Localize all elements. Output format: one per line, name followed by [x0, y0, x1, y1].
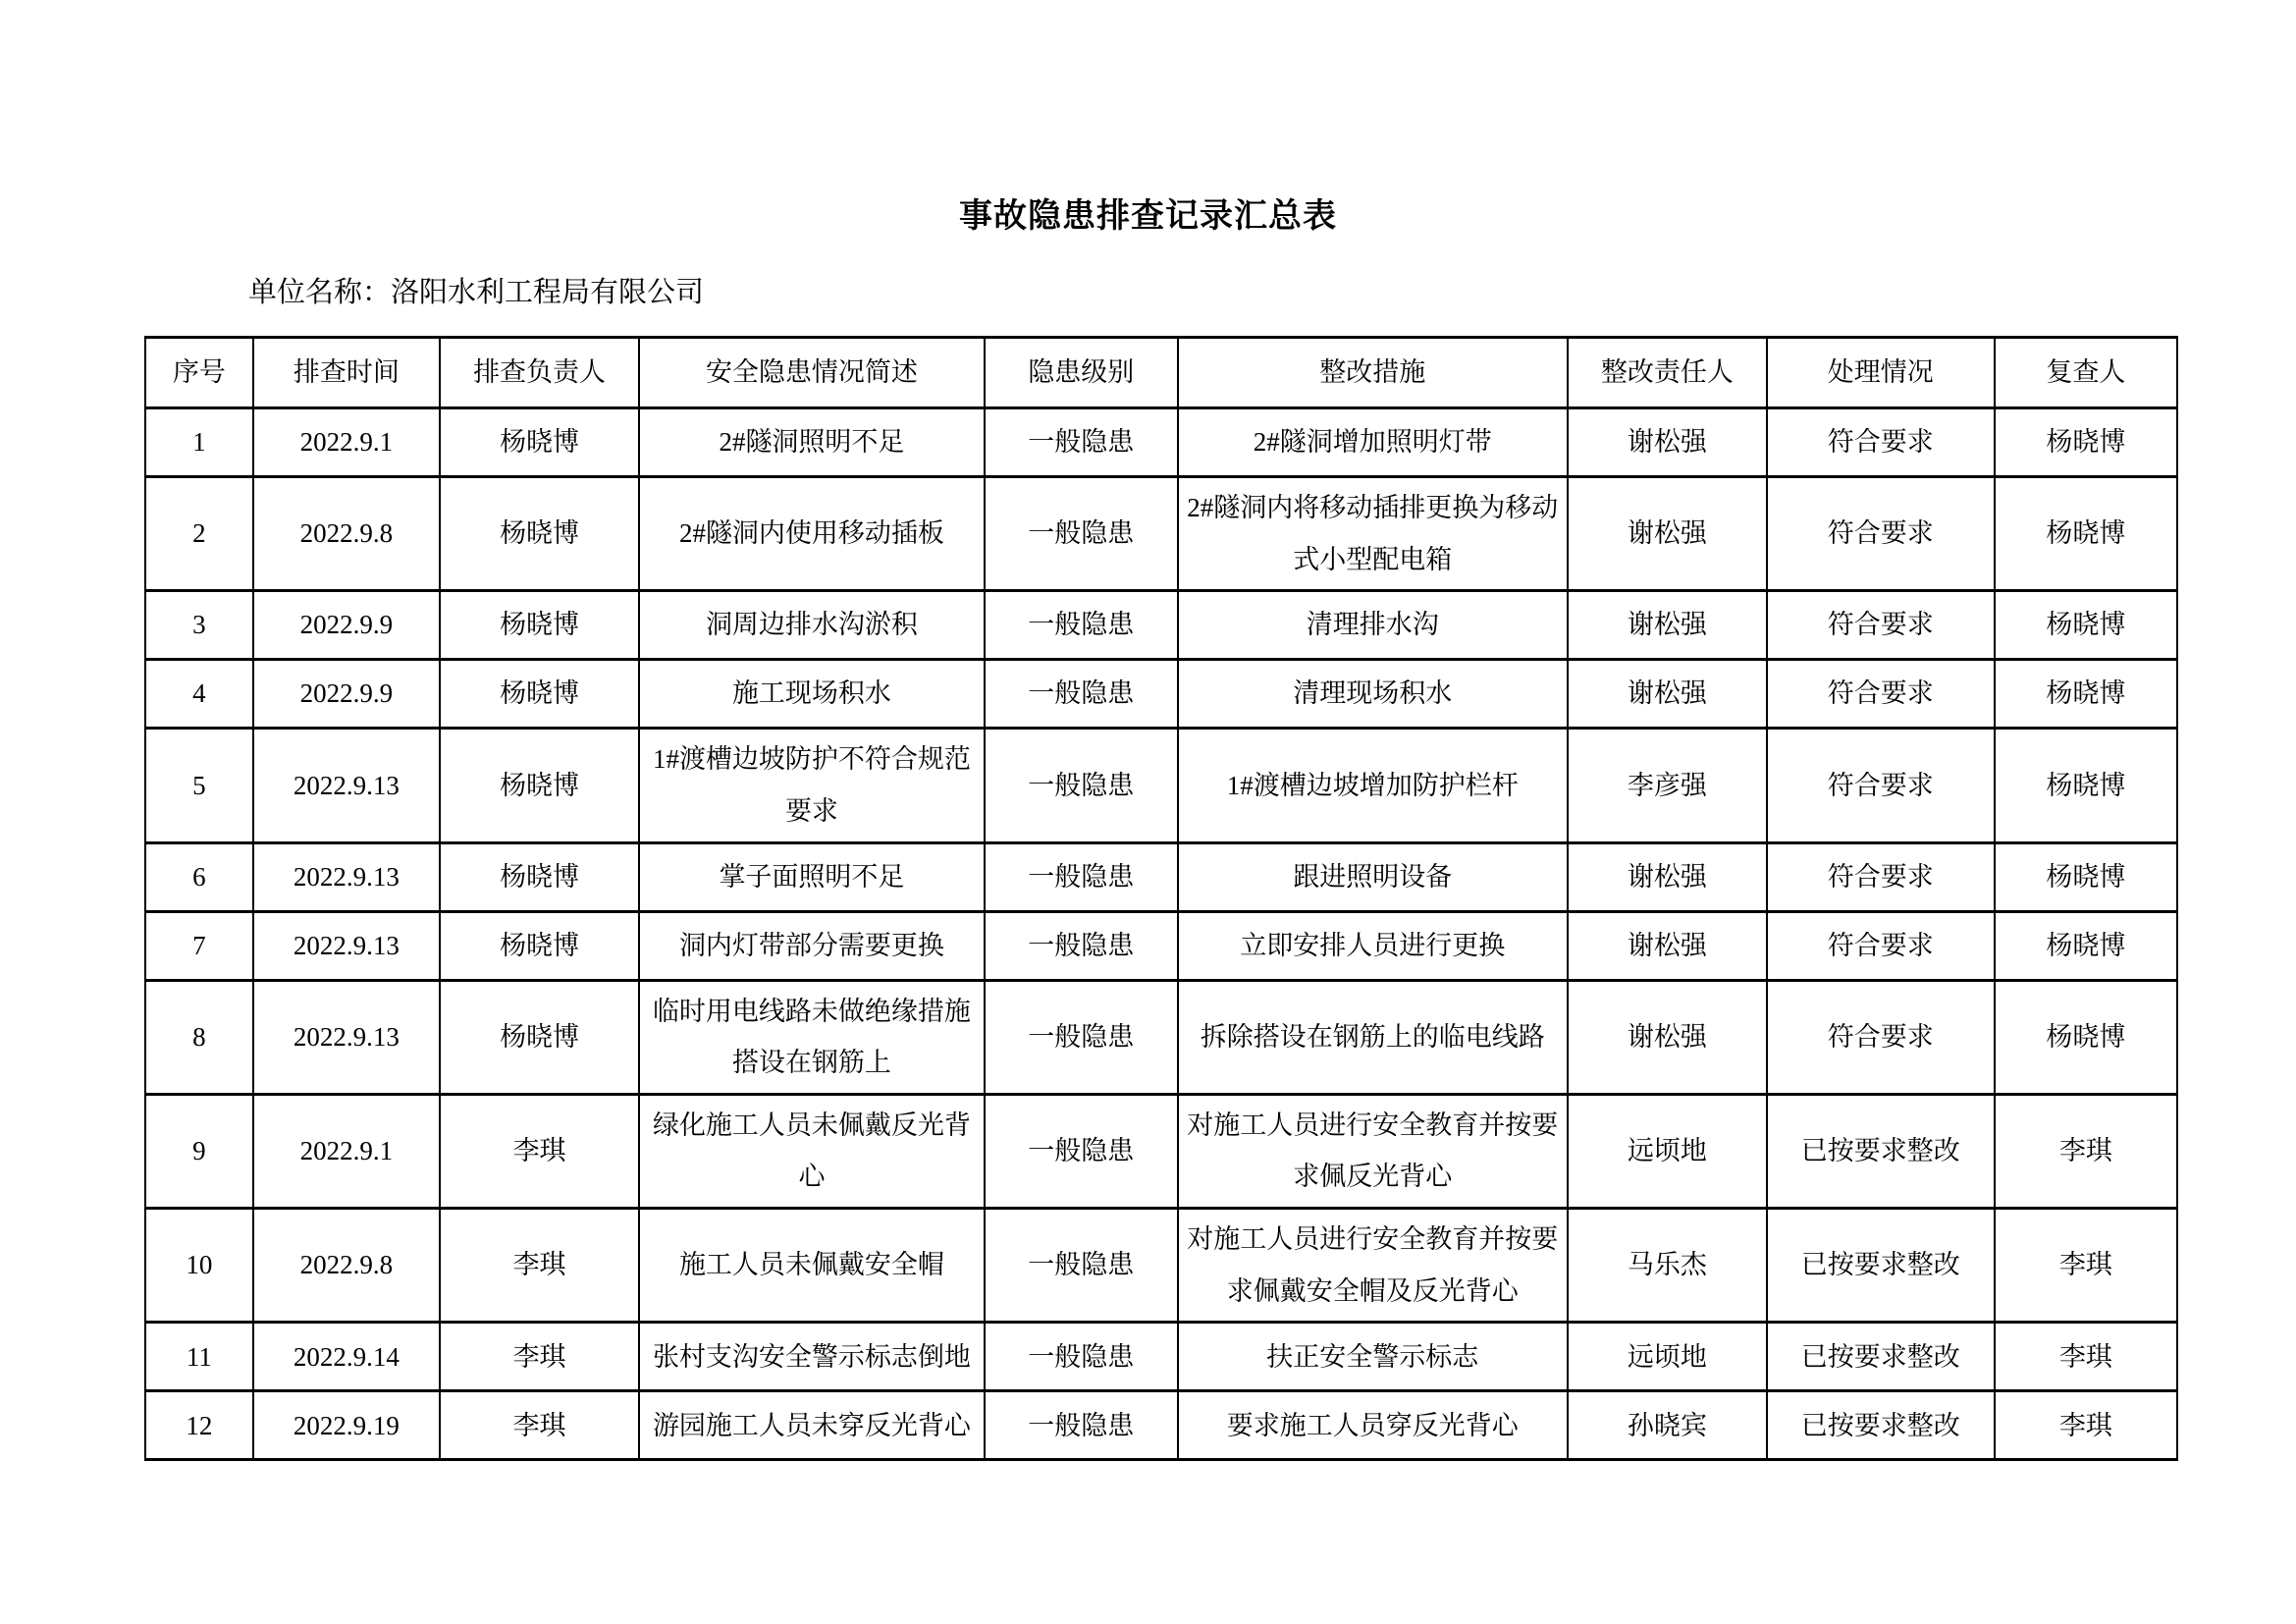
table-cell: 2#隧洞内使用移动插板 [639, 477, 985, 591]
table-cell: 谢松强 [1568, 911, 1767, 980]
table-cell: 符合要求 [1767, 980, 1995, 1094]
table-cell: 谢松强 [1568, 980, 1767, 1094]
table-cell: 已按要求整改 [1767, 1209, 1995, 1323]
table-row [145, 660, 2177, 729]
table-cell: 施工现场积水 [639, 660, 985, 729]
table-cell: 李琪 [440, 1209, 639, 1323]
table-cell: 一般隐患 [985, 408, 1178, 477]
table-cell: 符合要求 [1767, 660, 1995, 729]
table-cell: 2#隧洞照明不足 [639, 408, 985, 477]
table-cell: 杨晓博 [440, 591, 639, 660]
table-cell: 一般隐患 [985, 1323, 1178, 1391]
table-cell: 12 [145, 1391, 253, 1460]
table-cell: 9 [145, 1094, 253, 1208]
table-row [145, 1391, 2177, 1460]
table-cell: 扶正安全警示标志 [1178, 1323, 1568, 1391]
table-header-row [145, 338, 2177, 408]
table-cell: 洞周边排水沟淤积 [639, 591, 985, 660]
table-cell: 杨晓博 [1995, 660, 2177, 729]
table-row [145, 1094, 2177, 1208]
table-cell: 2022.9.19 [253, 1391, 440, 1460]
table-cell: 谢松强 [1568, 591, 1767, 660]
table-cell: 杨晓博 [440, 477, 639, 591]
table-cell: 2022.9.13 [253, 729, 440, 842]
table-cell: 杨晓博 [1995, 477, 2177, 591]
table-cell: 1#渡槽边坡增加防护栏杆 [1178, 729, 1568, 842]
table-cell: 远顷地 [1568, 1323, 1767, 1391]
table-row [145, 980, 2177, 1094]
column-header: 处理情况 [1767, 338, 1995, 408]
table-cell: 清理现场积水 [1178, 660, 1568, 729]
table-row [145, 408, 2177, 477]
column-header: 安全隐患情况简述 [639, 338, 985, 408]
table-cell: 李琪 [1995, 1323, 2177, 1391]
table-cell: 符合要求 [1767, 911, 1995, 980]
table-cell: 一般隐患 [985, 660, 1178, 729]
table-cell: 一般隐患 [985, 729, 1178, 842]
table-cell: 杨晓博 [1995, 408, 2177, 477]
table-cell: 2022.9.9 [253, 591, 440, 660]
table-cell: 谢松强 [1568, 842, 1767, 911]
table-row [145, 911, 2177, 980]
table-row [145, 842, 2177, 911]
column-header: 整改责任人 [1568, 338, 1767, 408]
unit-name-label: 单位名称：洛阳水利工程局有限公司 [248, 277, 705, 308]
table-row [145, 1323, 2177, 1391]
table-cell: 李琪 [1995, 1209, 2177, 1323]
table-cell: 2 [145, 477, 253, 591]
table-row [145, 729, 2177, 842]
table-cell: 李琪 [440, 1323, 639, 1391]
table-row [145, 1209, 2177, 1323]
table-cell: 洞内灯带部分需要更换 [639, 911, 985, 980]
table-cell: 已按要求整改 [1767, 1094, 1995, 1208]
table-cell: 符合要求 [1767, 477, 1995, 591]
table-cell: 2022.9.14 [253, 1323, 440, 1391]
table-cell: 符合要求 [1767, 842, 1995, 911]
table-cell: 已按要求整改 [1767, 1323, 1995, 1391]
table-cell: 一般隐患 [985, 980, 1178, 1094]
table-cell: 4 [145, 660, 253, 729]
table-cell: 立即安排人员进行更换 [1178, 911, 1568, 980]
page-title: 事故隐患排查记录汇总表 [959, 198, 1337, 235]
table-cell: 一般隐患 [985, 1209, 1178, 1323]
table-cell: 李琪 [440, 1391, 639, 1460]
table-cell: 谢松强 [1568, 477, 1767, 591]
table-cell: 5 [145, 729, 253, 842]
table-cell: 6 [145, 842, 253, 911]
table-cell: 一般隐患 [985, 591, 1178, 660]
table-cell: 10 [145, 1209, 253, 1323]
table-cell: 杨晓博 [1995, 591, 2177, 660]
table-cell: 清理排水沟 [1178, 591, 1568, 660]
table-cell: 拆除搭设在钢筋上的临电线路 [1178, 980, 1568, 1094]
table-cell: 杨晓博 [440, 408, 639, 477]
table-cell: 杨晓博 [1995, 729, 2177, 842]
column-header: 隐患级别 [985, 338, 1178, 408]
table-cell: 符合要求 [1767, 591, 1995, 660]
column-header: 复查人 [1995, 338, 2177, 408]
table-cell: 掌子面照明不足 [639, 842, 985, 911]
table-cell: 杨晓博 [440, 729, 639, 842]
table-cell: 马乐杰 [1568, 1209, 1767, 1323]
column-header: 排查负责人 [440, 338, 639, 408]
table-cell: 谢松强 [1568, 660, 1767, 729]
table-cell: 张村支沟安全警示标志倒地 [639, 1323, 985, 1391]
table-cell: 杨晓博 [440, 980, 639, 1094]
table-cell: 游园施工人员未穿反光背心 [639, 1391, 985, 1460]
table-cell: 8 [145, 980, 253, 1094]
table-cell: 3 [145, 591, 253, 660]
table-cell: 1 [145, 408, 253, 477]
table-cell: 一般隐患 [985, 477, 1178, 591]
table-cell: 孙晓宾 [1568, 1391, 1767, 1460]
table-cell: 1#渡槽边坡防护不符合规范要求 [639, 729, 985, 842]
table-cell: 李彦强 [1568, 729, 1767, 842]
table-cell: 杨晓博 [440, 842, 639, 911]
column-header: 排查时间 [253, 338, 440, 408]
table-body [145, 408, 2177, 1460]
table-cell: 2022.9.9 [253, 660, 440, 729]
table-cell: 7 [145, 911, 253, 980]
table-cell: 李琪 [1995, 1391, 2177, 1460]
table-cell: 2022.9.1 [253, 1094, 440, 1208]
table-cell: 谢松强 [1568, 408, 1767, 477]
table-cell: 符合要求 [1767, 408, 1995, 477]
table-cell: 杨晓博 [1995, 911, 2177, 980]
table-row [145, 477, 2177, 591]
table-cell: 对施工人员进行安全教育并按要求佩反光背心 [1178, 1094, 1568, 1208]
table-cell: 李琪 [1995, 1094, 2177, 1208]
table-cell: 一般隐患 [985, 1094, 1178, 1208]
table-cell: 李琪 [440, 1094, 639, 1208]
table-cell: 要求施工人员穿反光背心 [1178, 1391, 1568, 1460]
table-cell: 杨晓博 [440, 660, 639, 729]
table-cell: 对施工人员进行安全教育并按要求佩戴安全帽及反光背心 [1178, 1209, 1568, 1323]
table-cell: 2022.9.8 [253, 477, 440, 591]
table-cell: 已按要求整改 [1767, 1391, 1995, 1460]
column-header: 整改措施 [1178, 338, 1568, 408]
table-cell: 一般隐患 [985, 842, 1178, 911]
table-cell: 绿化施工人员未佩戴反光背心 [639, 1094, 985, 1208]
table-cell: 2022.9.13 [253, 980, 440, 1094]
table-row [145, 591, 2177, 660]
table-cell: 2#隧洞增加照明灯带 [1178, 408, 1568, 477]
table-cell: 施工人员未佩戴安全帽 [639, 1209, 985, 1323]
table-cell: 杨晓博 [1995, 980, 2177, 1094]
table-cell: 符合要求 [1767, 729, 1995, 842]
table-cell: 临时用电线路未做绝缘措施搭设在钢筋上 [639, 980, 985, 1094]
table-cell: 一般隐患 [985, 911, 1178, 980]
table-cell: 2022.9.13 [253, 842, 440, 911]
table-cell: 跟进照明设备 [1178, 842, 1568, 911]
table-cell: 一般隐患 [985, 1391, 1178, 1460]
table-cell: 2022.9.8 [253, 1209, 440, 1323]
column-header: 序号 [145, 338, 253, 408]
hazard-summary-table [144, 336, 2178, 1461]
table-cell: 2#隧洞内将移动插排更换为移动式小型配电箱 [1178, 477, 1568, 591]
table-cell: 杨晓博 [440, 911, 639, 980]
table-cell: 远顷地 [1568, 1094, 1767, 1208]
table-cell: 11 [145, 1323, 253, 1391]
table-cell: 2022.9.13 [253, 911, 440, 980]
table-cell: 2022.9.1 [253, 408, 440, 477]
table-cell: 杨晓博 [1995, 842, 2177, 911]
